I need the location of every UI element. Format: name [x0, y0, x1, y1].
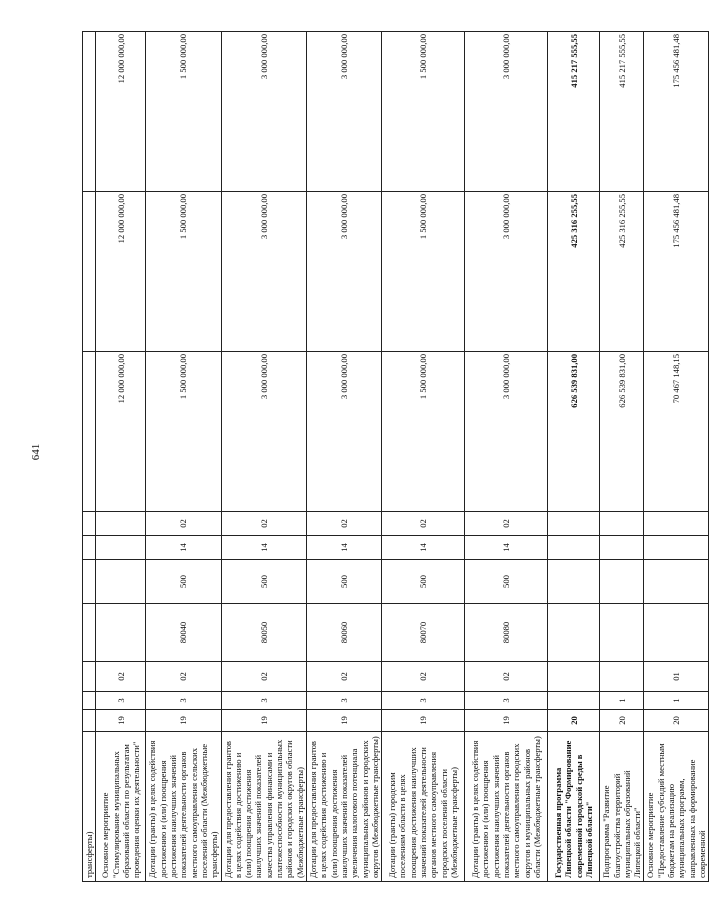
cell-rz: 14 — [382, 536, 465, 560]
cell-pz: 02 — [307, 512, 382, 536]
cell-rz — [96, 536, 146, 560]
cell-a1: 3 000 000,00 — [307, 352, 382, 512]
cell-rz: 14 — [146, 536, 221, 560]
cell-a3: 3 000 000,00 — [465, 32, 548, 192]
table-row — [83, 32, 96, 882]
cell-rz — [600, 536, 644, 560]
cell-nap — [83, 662, 96, 692]
cell-pr: 3 — [221, 692, 307, 710]
cell-nap — [548, 662, 600, 692]
cell-pz: 02 — [146, 512, 221, 536]
cell-a3: 1 500 000,00 — [382, 32, 465, 192]
cell-a3: 415 217 555,55 — [548, 32, 600, 192]
table-row — [382, 32, 465, 882]
cell-gr: 19 — [382, 710, 465, 732]
cell-rz: 14 — [307, 536, 382, 560]
cell-ce: 80070 — [382, 604, 465, 662]
cell-a2: 1 500 000,00 — [382, 192, 465, 352]
table-row — [146, 32, 221, 882]
cell-nap: 02 — [465, 662, 548, 692]
cell-gr — [83, 710, 96, 732]
cell-a2: 12 000 000,00 — [96, 192, 146, 352]
cell-vr: 500 — [307, 560, 382, 604]
rotated-page-content — [82, 32, 707, 882]
cell-nap: 02 — [96, 662, 146, 692]
cell-rz — [548, 536, 600, 560]
cell-a2: 3 000 000,00 — [465, 192, 548, 352]
cell-a2 — [83, 192, 96, 352]
cell-name: Дотации (гранты) в целях содействия достижению и (или) поощрения достижения наилучших значений показателей деятельности органов местного самоуправления сельских поселений области (Межбюджетные трансферты) — [146, 732, 221, 882]
table-body — [83, 32, 709, 882]
cell-gr: 19 — [465, 710, 548, 732]
cell-gr: 19 — [146, 710, 221, 732]
table-row — [548, 32, 600, 882]
cell-nap: 02 — [307, 662, 382, 692]
cell-a1: 3 000 000,00 — [465, 352, 548, 512]
cell-ce: 80050 — [221, 604, 307, 662]
cell-vr: 500 — [465, 560, 548, 604]
cell-pr: 1 — [644, 692, 709, 710]
cell-a3: 3 000 000,00 — [307, 32, 382, 192]
cell-vr — [644, 560, 709, 604]
cell-a2: 3 000 000,00 — [307, 192, 382, 352]
cell-ce: 80060 — [307, 604, 382, 662]
cell-a2: 425 316 255,55 — [548, 192, 600, 352]
cell-a1: 1 500 000,00 — [382, 352, 465, 512]
cell-pz — [644, 512, 709, 536]
cell-name: Основное мероприятие "Предоставление субсидий местным бюджетам на реализацию муниципальных программ, направленных на формирование современной — [644, 732, 709, 882]
cell-a3 — [83, 32, 96, 192]
cell-name: Дотации (гранты) городским поселениям области в целях поощрения достижения наилучших значений показателей деятельности органов местного самоуправления городских поселений области (Межбюджетные трансферты) — [382, 732, 465, 882]
cell-gr: 20 — [600, 710, 644, 732]
cell-ce — [548, 604, 600, 662]
cell-vr — [96, 560, 146, 604]
cell-nap: 02 — [146, 662, 221, 692]
page-number: 641 — [30, 443, 42, 461]
table-row — [307, 32, 382, 882]
cell-pz — [83, 512, 96, 536]
cell-vr — [548, 560, 600, 604]
cell-rz: 14 — [465, 536, 548, 560]
cell-pr — [83, 692, 96, 710]
cell-a3: 175 456 481,48 — [644, 32, 709, 192]
cell-pz: 02 — [221, 512, 307, 536]
cell-pz: 02 — [465, 512, 548, 536]
cell-gr: 19 — [307, 710, 382, 732]
cell-gr: 19 — [96, 710, 146, 732]
cell-vr — [83, 560, 96, 604]
cell-a2: 425 316 255,55 — [600, 192, 644, 352]
cell-pz — [96, 512, 146, 536]
cell-vr: 500 — [221, 560, 307, 604]
cell-a3: 12 000 000,00 — [96, 32, 146, 192]
table-row — [465, 32, 548, 882]
cell-pz: 02 — [382, 512, 465, 536]
cell-ce — [96, 604, 146, 662]
cell-name: Подпрограмма "Развитие благоустройства территорий муниципальных образований Липецкой области" — [600, 732, 644, 882]
table-row — [600, 32, 644, 882]
cell-a2: 1 500 000,00 — [146, 192, 221, 352]
cell-gr: 20 — [548, 710, 600, 732]
cell-a1: 626 539 831,00 — [600, 352, 644, 512]
cell-nap: 01 — [644, 662, 709, 692]
cell-name: Основное мероприятие "Стимулирование муниципальных образований области по результатам проведения оценки их деятельности" — [96, 732, 146, 882]
cell-vr — [600, 560, 644, 604]
budget-allocation-table — [82, 31, 709, 882]
cell-a1: 626 539 831,00 — [548, 352, 600, 512]
cell-vr: 500 — [382, 560, 465, 604]
cell-name: трансферты) — [83, 732, 96, 882]
cell-a1: 1 500 000,00 — [146, 352, 221, 512]
cell-ce: 80080 — [465, 604, 548, 662]
cell-name: Дотации (гранты) в целях содействия достижению и (или) поощрения достижения наилучших значений показателей деятельности органов местного самоуправления городских округов и муниципальных районов области (Межбюджетные трансферты) — [465, 732, 548, 882]
cell-nap — [600, 662, 644, 692]
cell-pr: 3 — [96, 692, 146, 710]
cell-pz — [600, 512, 644, 536]
cell-nap: 02 — [221, 662, 307, 692]
cell-a3: 1 500 000,00 — [146, 32, 221, 192]
cell-pr: 3 — [465, 692, 548, 710]
cell-pr: 3 — [382, 692, 465, 710]
cell-rz — [644, 536, 709, 560]
table-row — [644, 32, 709, 882]
cell-a1: 70 467 148,15 — [644, 352, 709, 512]
cell-a1 — [83, 352, 96, 512]
cell-name: Дотации для предоставления грантов в целях содействия достижению и (или) поощрения достижения наилучших значений показателей увеличения налогового потенциала муниципальных районов и городских округов (Межбюджетные трансферты) — [307, 732, 382, 882]
cell-gr: 19 — [221, 710, 307, 732]
cell-pz — [548, 512, 600, 536]
cell-pr: 1 — [600, 692, 644, 710]
cell-pr — [548, 692, 600, 710]
cell-ce — [83, 604, 96, 662]
cell-rz — [83, 536, 96, 560]
cell-a1: 12 000 000,00 — [96, 352, 146, 512]
cell-name: Дотации для предоставления грантов в целях содействия достижению и (или) поощрения достижения наилучших значений показателей качества управления финансами и платежеспособности муниципальных районов и городских округов области (Межбюджетные трансферты) — [221, 732, 307, 882]
cell-pr: 3 — [146, 692, 221, 710]
cell-nap: 02 — [382, 662, 465, 692]
cell-a3: 415 217 555,55 — [600, 32, 644, 192]
cell-a2: 3 000 000,00 — [221, 192, 307, 352]
cell-rz: 14 — [221, 536, 307, 560]
cell-ce — [644, 604, 709, 662]
cell-pr: 3 — [307, 692, 382, 710]
cell-name: Государственная программа Липецкой области "Формирование современной городской среды в Липецкой области" — [548, 732, 600, 882]
cell-vr: 500 — [146, 560, 221, 604]
cell-a2: 175 456 481,48 — [644, 192, 709, 352]
cell-a3: 3 000 000,00 — [221, 32, 307, 192]
cell-a1: 3 000 000,00 — [221, 352, 307, 512]
cell-gr: 20 — [644, 710, 709, 732]
table-row — [221, 32, 307, 882]
table-row — [96, 32, 146, 882]
cell-ce: 80040 — [146, 604, 221, 662]
cell-ce — [600, 604, 644, 662]
